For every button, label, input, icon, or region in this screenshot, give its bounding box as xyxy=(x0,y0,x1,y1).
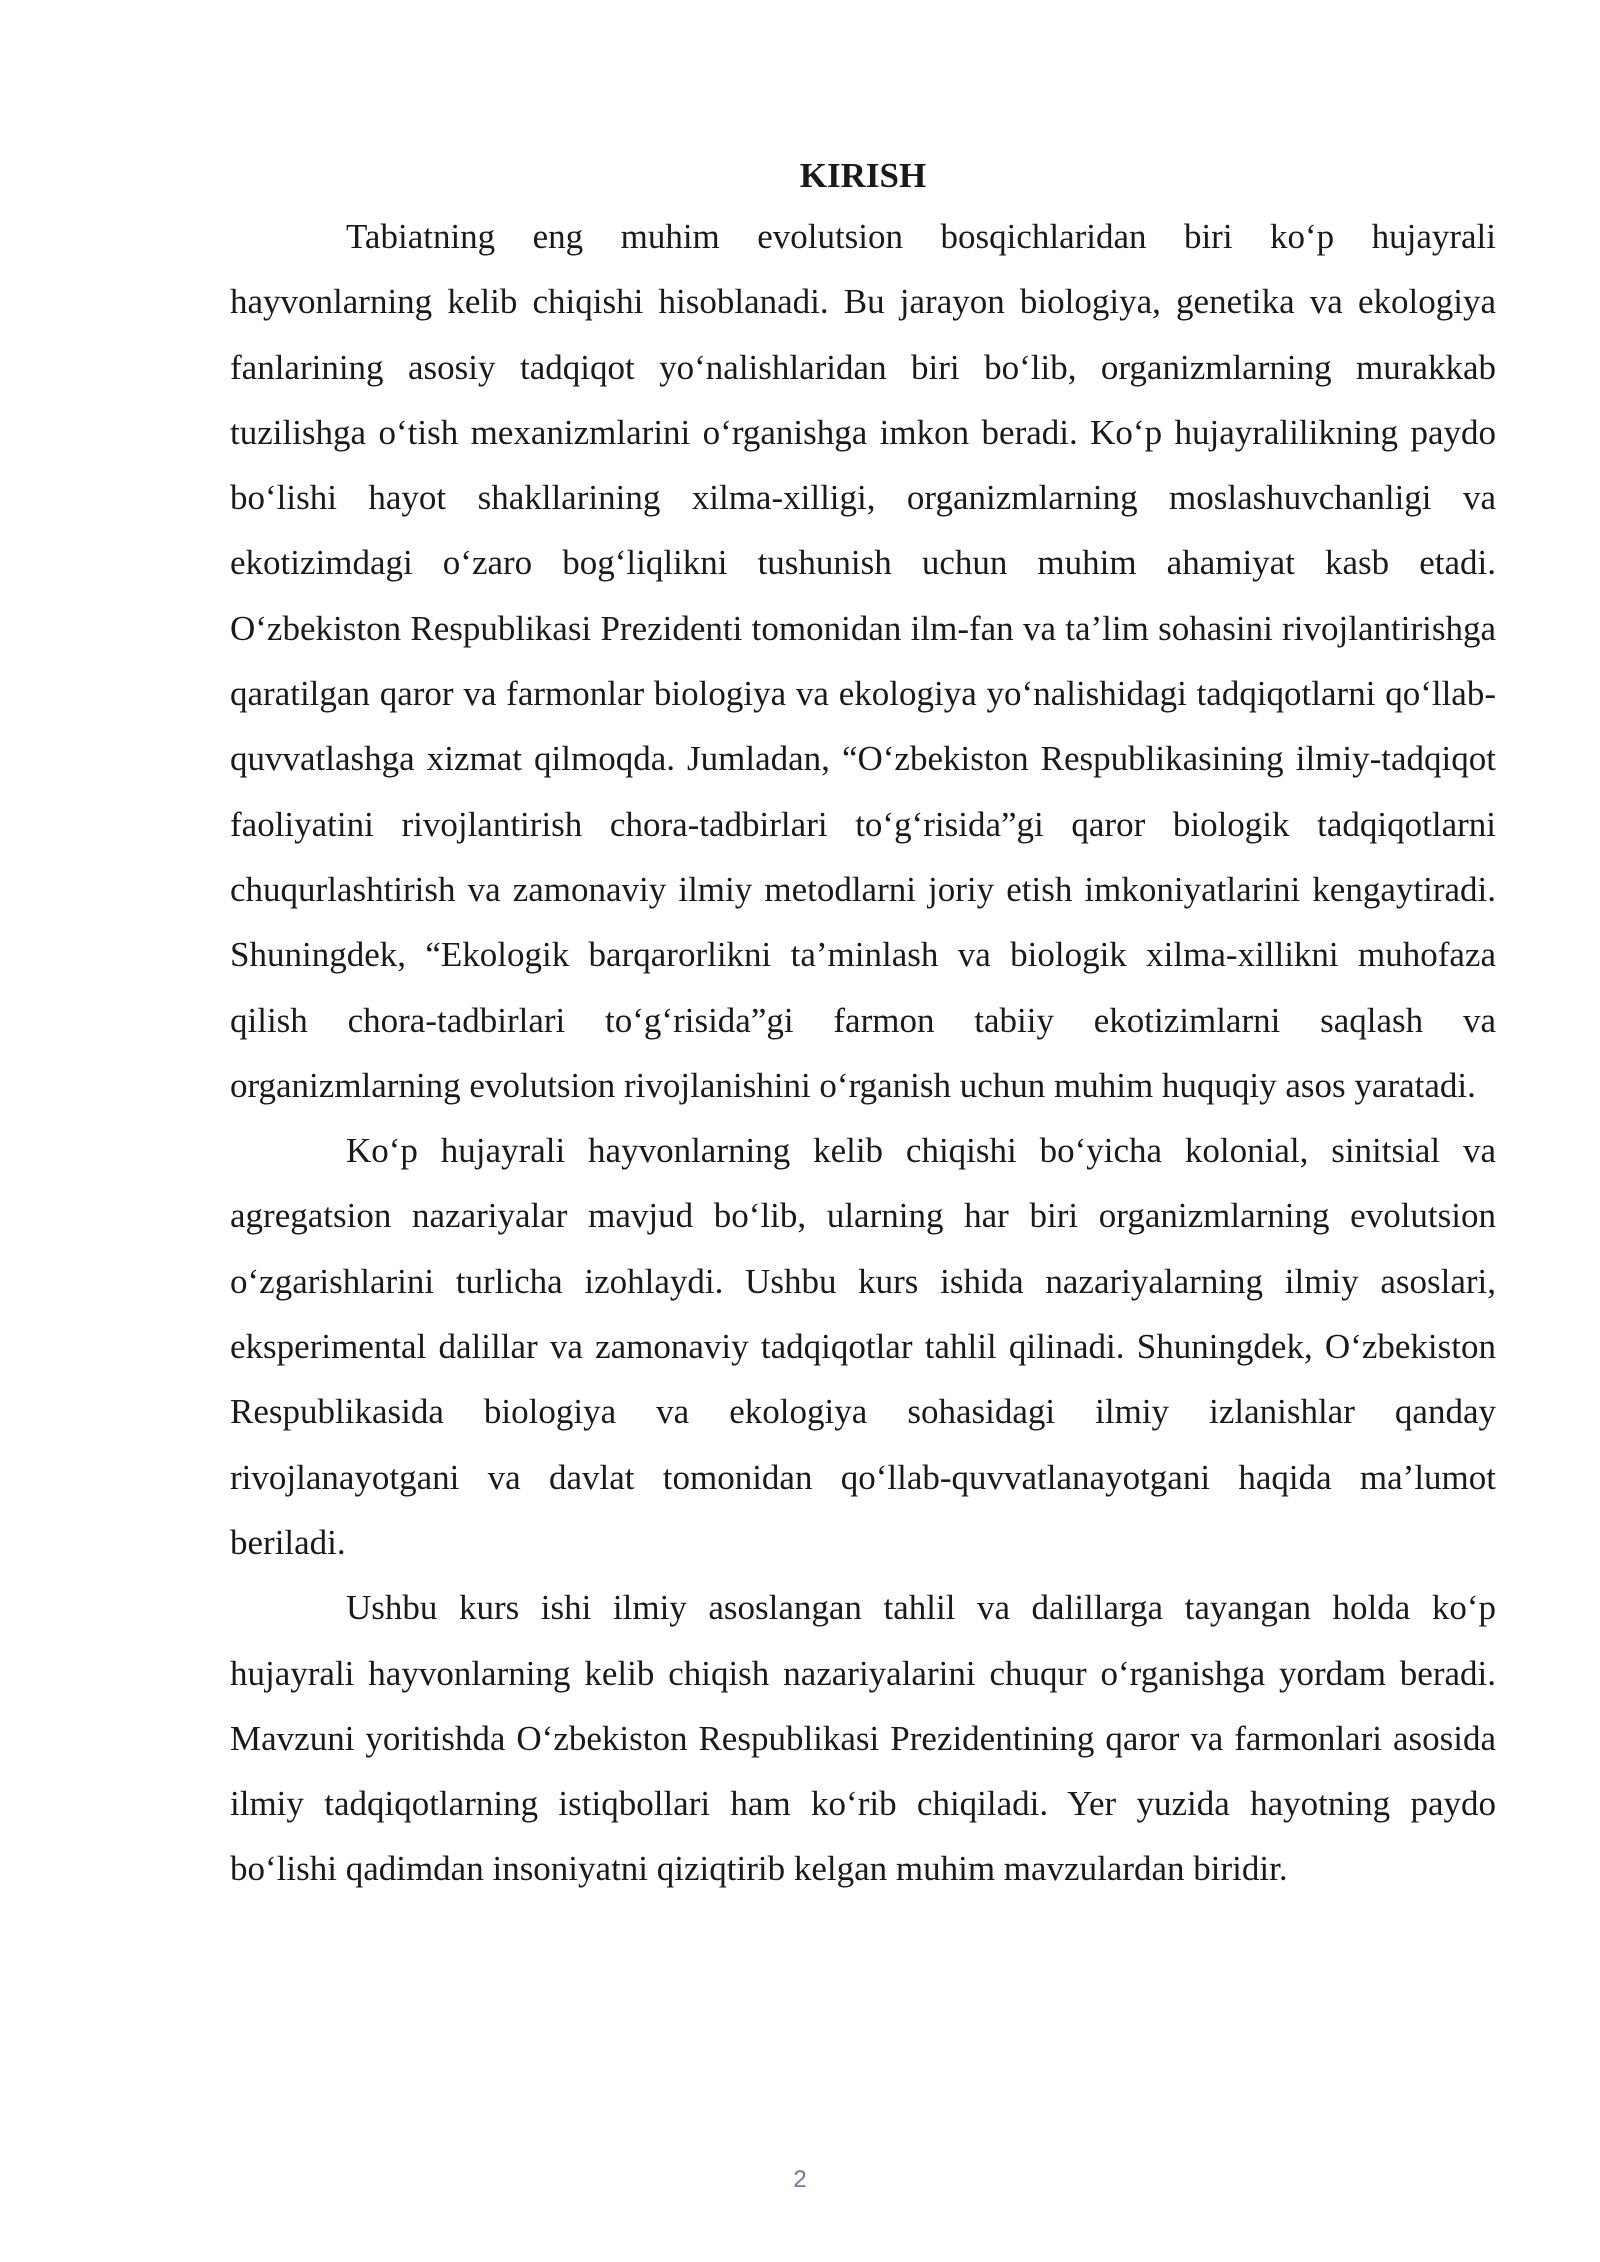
paragraph-3: Ushbu kurs ishi ilmiy asoslangan tahlil va dalillarga tayangan holda ko‘p hujayrali hayvonlarning kelib chiqish nazariyalarini chuqur o‘rganishga yordam beradi. Mavzuni yoritishda O‘zbekiston Respublikasi Prezidentining qaror va farmonlari asosida ilmiy tadqiqotlarning istiqbollari ham ko‘rib chiqiladi. Yer yuzida hayotning paydo bo‘lishi qadimdan insoniyatni qiziqtirib kelgan muhim mavzulardan biridir. xyxy=(230,1588,1496,1889)
section-title: KIRISH xyxy=(799,156,927,195)
page-number: 2 xyxy=(793,2166,807,2193)
paragraph-2: Ko‘p hujayrali hayvonlarning kelib chiqishi bo‘yicha kolonial, sinitsial va agregatsion nazariyalar mavjud bo‘lib, ularning har biri organizmlarning evolutsion o‘zgarishlarini turlicha izohlaydi. Ushbu kurs ishida nazariyalarning ilmiy asoslari, eksperimental dalillar va zamonaviy tadqiqotlar tahlil qilinadi. Shuningdek, O‘zbekiston Respublikasida biologiya va ekologiya sohasidagi ilmiy izlanishlar qanday rivojlanayotgani va davlat tomonidan qo‘llab-quvvatlanayotgani haqida ma’lumot beriladi. xyxy=(230,1131,1496,1562)
paragraph-1: Tabiatning eng muhim evolutsion bosqichlaridan biri ko‘p hujayrali hayvonlarning kelib chiqishi hisoblanadi. Bu jarayon biologiya, genetika va ekologiya fanlarining asosiy tadqiqot yo‘nalishlaridan biri bo‘lib, organizmlarning murakkab tuzilishga o‘tish mexanizmlarini o‘rganishga imkon beradi. Ko‘p hujayralilikning paydo bo‘lishi hayot shakllarining xilma-xilligi, organizmlarning moslashuvchanligi va ekotizimdagi o‘zaro bog‘liqlikni tushunish uchun muhim ahamiyat kasb etadi. O‘zbekiston Respublikasi Prezidenti tomonidan ilm-fan va ta’lim sohasini rivojlantirishga qaratilgan qaror va farmonlar biologiya va ekologiya yo‘nalishidagi tadqiqotlarni qo‘llab-quvvatlashga xizmat qilmoqda. Jumladan, “O‘zbekiston Respublikasining ilmiy-tadqiqot faoliyatini rivojlantirish chora-tadbirlari to‘g‘risida”gi qaror biologik tadqiqotlarni chuqurlashtirish va zamonaviy ilmiy metodlarni joriy etish imkoniyatlarini kengaytiradi. Shuningdek, “Ekologik barqarorlikni ta’minlash va biologik xilma-xillikni muhofaza qilish chora-tadbirlari to‘g‘risida”gi farmon tabiiy ekotizimlarni saqlash va organizmlarning evolutsion rivojlanishini o‘rganish uchun muhim huquqiy asos yaratadi. xyxy=(230,217,1496,1105)
document-body xyxy=(230,148,1496,1902)
